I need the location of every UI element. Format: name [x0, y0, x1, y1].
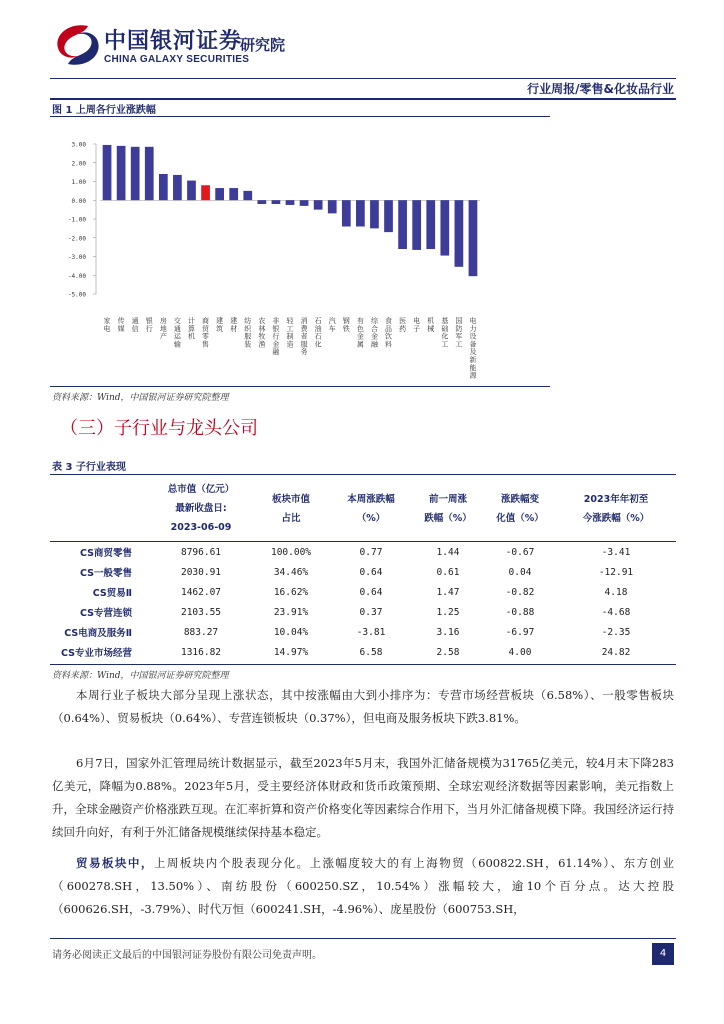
brand-name-cn: 中国银河证券 — [104, 29, 243, 54]
table-header-blank — [50, 476, 150, 542]
table-cell: 0.04 — [508, 566, 532, 578]
x-category-label: 通信 — [131, 317, 139, 333]
table-cell: -0.82 — [505, 586, 535, 598]
table-cell: 0.64 — [359, 586, 383, 598]
y-tick-label: 1.00 — [71, 179, 86, 186]
table-cell: 100.00% — [270, 546, 312, 558]
bar-汽车 — [328, 200, 337, 213]
footer-divider — [50, 938, 676, 939]
row-name: CS一般零售 — [80, 568, 132, 579]
x-category-label: 国防军工 — [455, 317, 463, 349]
figure-source: 资料来源：Wind，中国银河证券研究院整理 — [52, 393, 229, 403]
y-tick-label: 2.00 — [71, 160, 86, 168]
table-cell: 2030.91 — [180, 566, 222, 578]
bar-商贸零售 — [201, 185, 210, 200]
header-divider — [50, 78, 676, 79]
table-cell: -2.35 — [601, 626, 631, 638]
bar-建材 — [229, 188, 238, 200]
footer-disclaimer: 请务必阅读正文最后的中国银河证券股份有限公司免责声明。 — [52, 950, 322, 961]
page-number: 4 — [652, 943, 674, 965]
table-cell: 4.00 — [508, 646, 532, 658]
table-cell: 23.91% — [273, 606, 309, 618]
bar-食品饮料 — [384, 200, 393, 232]
table-source: 资料来源：Wind，中国银河证券研究院整理 — [52, 671, 229, 681]
row-name: CS商贸零售 — [80, 548, 132, 559]
table-cell: 1316.82 — [180, 646, 222, 658]
bar-农林牧渔 — [257, 200, 266, 204]
x-category-label: 传媒 — [117, 317, 125, 333]
paragraph-sub-industry: 本周行业子板块大部分呈现上涨状态，其中按涨幅由大到小排序为：专营市场经营板块（6.58%）、一般零售板块（0.64%）、贸易板块（0.64%）、专营连锁板块（0.37%），但电商及服务板块下跌3.81%。 — [52, 688, 674, 725]
paragraph-trade-sector — [52, 852, 674, 921]
table-cell: 1.44 — [436, 546, 460, 558]
table-cell: 14.97% — [273, 646, 309, 658]
y-tick-label: 3.00 — [71, 141, 86, 149]
table-cell: 0.64 — [359, 566, 383, 578]
table-row — [50, 602, 676, 622]
paragraph-fx-reserves: 6月7日，国家外汇管理局统计数据显示，截至2023年5月末，我国外汇储备规模为31765亿美元，较4月末下降283亿美元，降幅为0.88%。2023年5月，受主要经济体财政和货币政策预期、全球宏观经济数据等因素影响，美元指数上升，全球金融资产价格涨跌互现。在汇率折算和资产价格变化等因素综合作用下，当月外汇储备规模下降。我国经济运行持续回升向好，有利于外汇储备规模继续保持基本稳定。 — [52, 756, 674, 839]
table-header: 涨跌幅变 化值（%） — [484, 476, 556, 542]
bar-建筑 — [215, 188, 224, 200]
bar-计算机 — [187, 181, 196, 201]
table-header: 2023年年初至 今涨跌幅（%） — [556, 476, 676, 542]
table-row — [50, 582, 676, 602]
table-bottom-rule — [50, 664, 676, 665]
x-category-label: 房地产 — [159, 317, 167, 341]
bar-基础化工 — [440, 200, 449, 255]
table-cell: 10.04% — [273, 626, 309, 638]
bar-传媒 — [117, 146, 126, 200]
figure-title: 图 1 上周各行业涨跌幅 — [52, 105, 156, 116]
bar-综合金融 — [370, 200, 379, 228]
x-category-label: 有色金属 — [356, 317, 364, 349]
table-cell: -4.68 — [601, 606, 631, 618]
y-tick-label: -4.00 — [67, 272, 86, 280]
table-row — [50, 622, 676, 642]
table-cell: 2.58 — [436, 646, 460, 658]
x-category-label: 交通运输 — [173, 317, 181, 349]
x-category-label: 建材 — [230, 317, 238, 333]
report-type: 行业周报/零售&化妆品行业 — [527, 82, 674, 96]
table-cell: 3.16 — [436, 626, 460, 638]
x-category-label: 钢铁 — [342, 317, 350, 333]
y-tick-label: -1.00 — [67, 216, 86, 224]
table-cell: -0.67 — [505, 546, 535, 558]
table-cell: 1.25 — [436, 606, 460, 618]
paragraph-lead: 贸易板块中， — [76, 856, 154, 870]
table-top-rule — [50, 474, 676, 475]
row-name: CS专业市场经营 — [61, 648, 132, 659]
bar-机械 — [426, 200, 435, 249]
bar-医药 — [398, 200, 407, 249]
row-name: CS专营连锁 — [80, 608, 132, 619]
company-logo — [48, 20, 108, 70]
brand-name-en: CHINA GALAXY SECURITIES — [104, 54, 250, 65]
table-cell: 24.82 — [601, 646, 631, 658]
x-category-label: 机械 — [427, 317, 435, 333]
bar-国防军工 — [455, 200, 464, 267]
table-row — [50, 562, 676, 582]
x-category-label: 石油石化 — [314, 317, 322, 349]
bar-消费者服务 — [300, 200, 309, 206]
table-row — [50, 542, 676, 563]
table-title: 表 3 子行业表现 — [52, 462, 126, 473]
bar-交通运输 — [173, 175, 182, 200]
table-header: 前一周涨 跌幅（%） — [412, 476, 484, 542]
bar-钢铁 — [342, 200, 351, 226]
table-cell: 8796.61 — [180, 546, 222, 558]
bar-通信 — [131, 147, 140, 200]
x-category-label: 电力设备及新能源 — [469, 317, 477, 380]
row-name: CS电商及服务Ⅱ — [64, 628, 132, 639]
table-cell: -12.91 — [598, 566, 634, 578]
figure-bottom-rule — [50, 386, 550, 387]
table-cell: -6.97 — [505, 626, 535, 638]
y-tick-label: -2.00 — [67, 235, 86, 243]
x-category-label: 非银行金融 — [272, 317, 280, 357]
x-category-label: 建筑 — [216, 317, 224, 333]
table-cell: 1462.07 — [180, 586, 222, 598]
header-divider-bottom — [50, 98, 676, 100]
table-cell: 0.77 — [359, 546, 383, 558]
table-header: 本周涨跌幅 （%） — [330, 476, 412, 542]
bar-非银行金融 — [272, 200, 281, 204]
table-cell: 4.18 — [604, 586, 628, 598]
x-category-label: 汽车 — [328, 317, 336, 333]
table-header: 总市值（亿元） 最新收盘日: 2023-06-09 — [150, 476, 252, 542]
x-category-label: 家电 — [103, 317, 111, 333]
bar-石油石化 — [314, 200, 323, 209]
table-cell: 34.46% — [273, 566, 309, 578]
bar-轻工制造 — [286, 200, 295, 205]
y-tick-label: 0.00 — [71, 197, 86, 205]
x-category-label: 纺织服装 — [244, 317, 252, 349]
table-cell: 0.61 — [436, 566, 460, 578]
x-category-label: 基础化工 — [441, 317, 449, 349]
table-header-row — [50, 476, 676, 542]
y-tick-label: -3.00 — [67, 254, 86, 261]
table-cell: 883.27 — [183, 626, 219, 638]
table-row — [50, 642, 676, 662]
table-cell: -3.41 — [601, 546, 631, 558]
brand-institute: 研究院 — [240, 36, 286, 54]
table-cell: 1.47 — [436, 586, 460, 598]
x-category-label: 综合金融 — [370, 317, 378, 349]
x-category-label: 计算机 — [187, 317, 195, 341]
table-cell: 16.62% — [273, 586, 309, 598]
x-category-label: 医药 — [399, 317, 407, 333]
x-category-label: 电子 — [413, 317, 421, 333]
table-header: 板块市值 占比 — [252, 476, 330, 542]
bar-家电 — [103, 145, 112, 200]
row-name: CS贸易Ⅱ — [92, 588, 132, 599]
x-category-label: 银行 — [145, 317, 153, 333]
paragraph-body: 上周板块内个股表现分化。上涨幅度较大的有上海物贸（600822.SH，61.14%）、东方创业（600278.SH，13.50%）、南纺股份（600250.SZ，10.54%）涨幅较大，逾10个百分点。达大控股（600626.SH，-3.79%）、时代万恒（600241.SH，-4.96%）、庞星股份（600753.SH， — [52, 856, 675, 916]
table-cell: -0.88 — [505, 606, 535, 618]
bar-有色金属 — [356, 200, 365, 226]
x-category-label: 商贸零售 — [202, 317, 210, 349]
figure-top-rule — [50, 116, 550, 117]
bar-房地产 — [159, 174, 168, 200]
section-title: （三）子行业与龙头公司 — [60, 418, 258, 439]
x-category-label: 轻工制造 — [286, 317, 294, 349]
galaxy-logo-icon — [48, 20, 108, 70]
table-cell: 6.58 — [359, 646, 383, 658]
x-category-label: 食品饮料 — [385, 317, 393, 349]
x-category-label: 消费者服务 — [300, 317, 308, 357]
table-cell: 2103.55 — [180, 606, 222, 618]
y-tick-label: -5.00 — [67, 291, 86, 299]
bar-银行 — [145, 147, 154, 200]
table-cell: -3.81 — [356, 626, 386, 638]
sub-industry-table — [50, 476, 676, 662]
x-category-label: 农林牧渔 — [258, 317, 266, 349]
bar-纺织服装 — [243, 191, 252, 200]
table-cell: 0.37 — [359, 606, 383, 618]
bar-电子 — [412, 200, 421, 250]
bar-电力设备及新能源 — [469, 200, 478, 276]
industry-change-bar-chart — [50, 118, 550, 390]
